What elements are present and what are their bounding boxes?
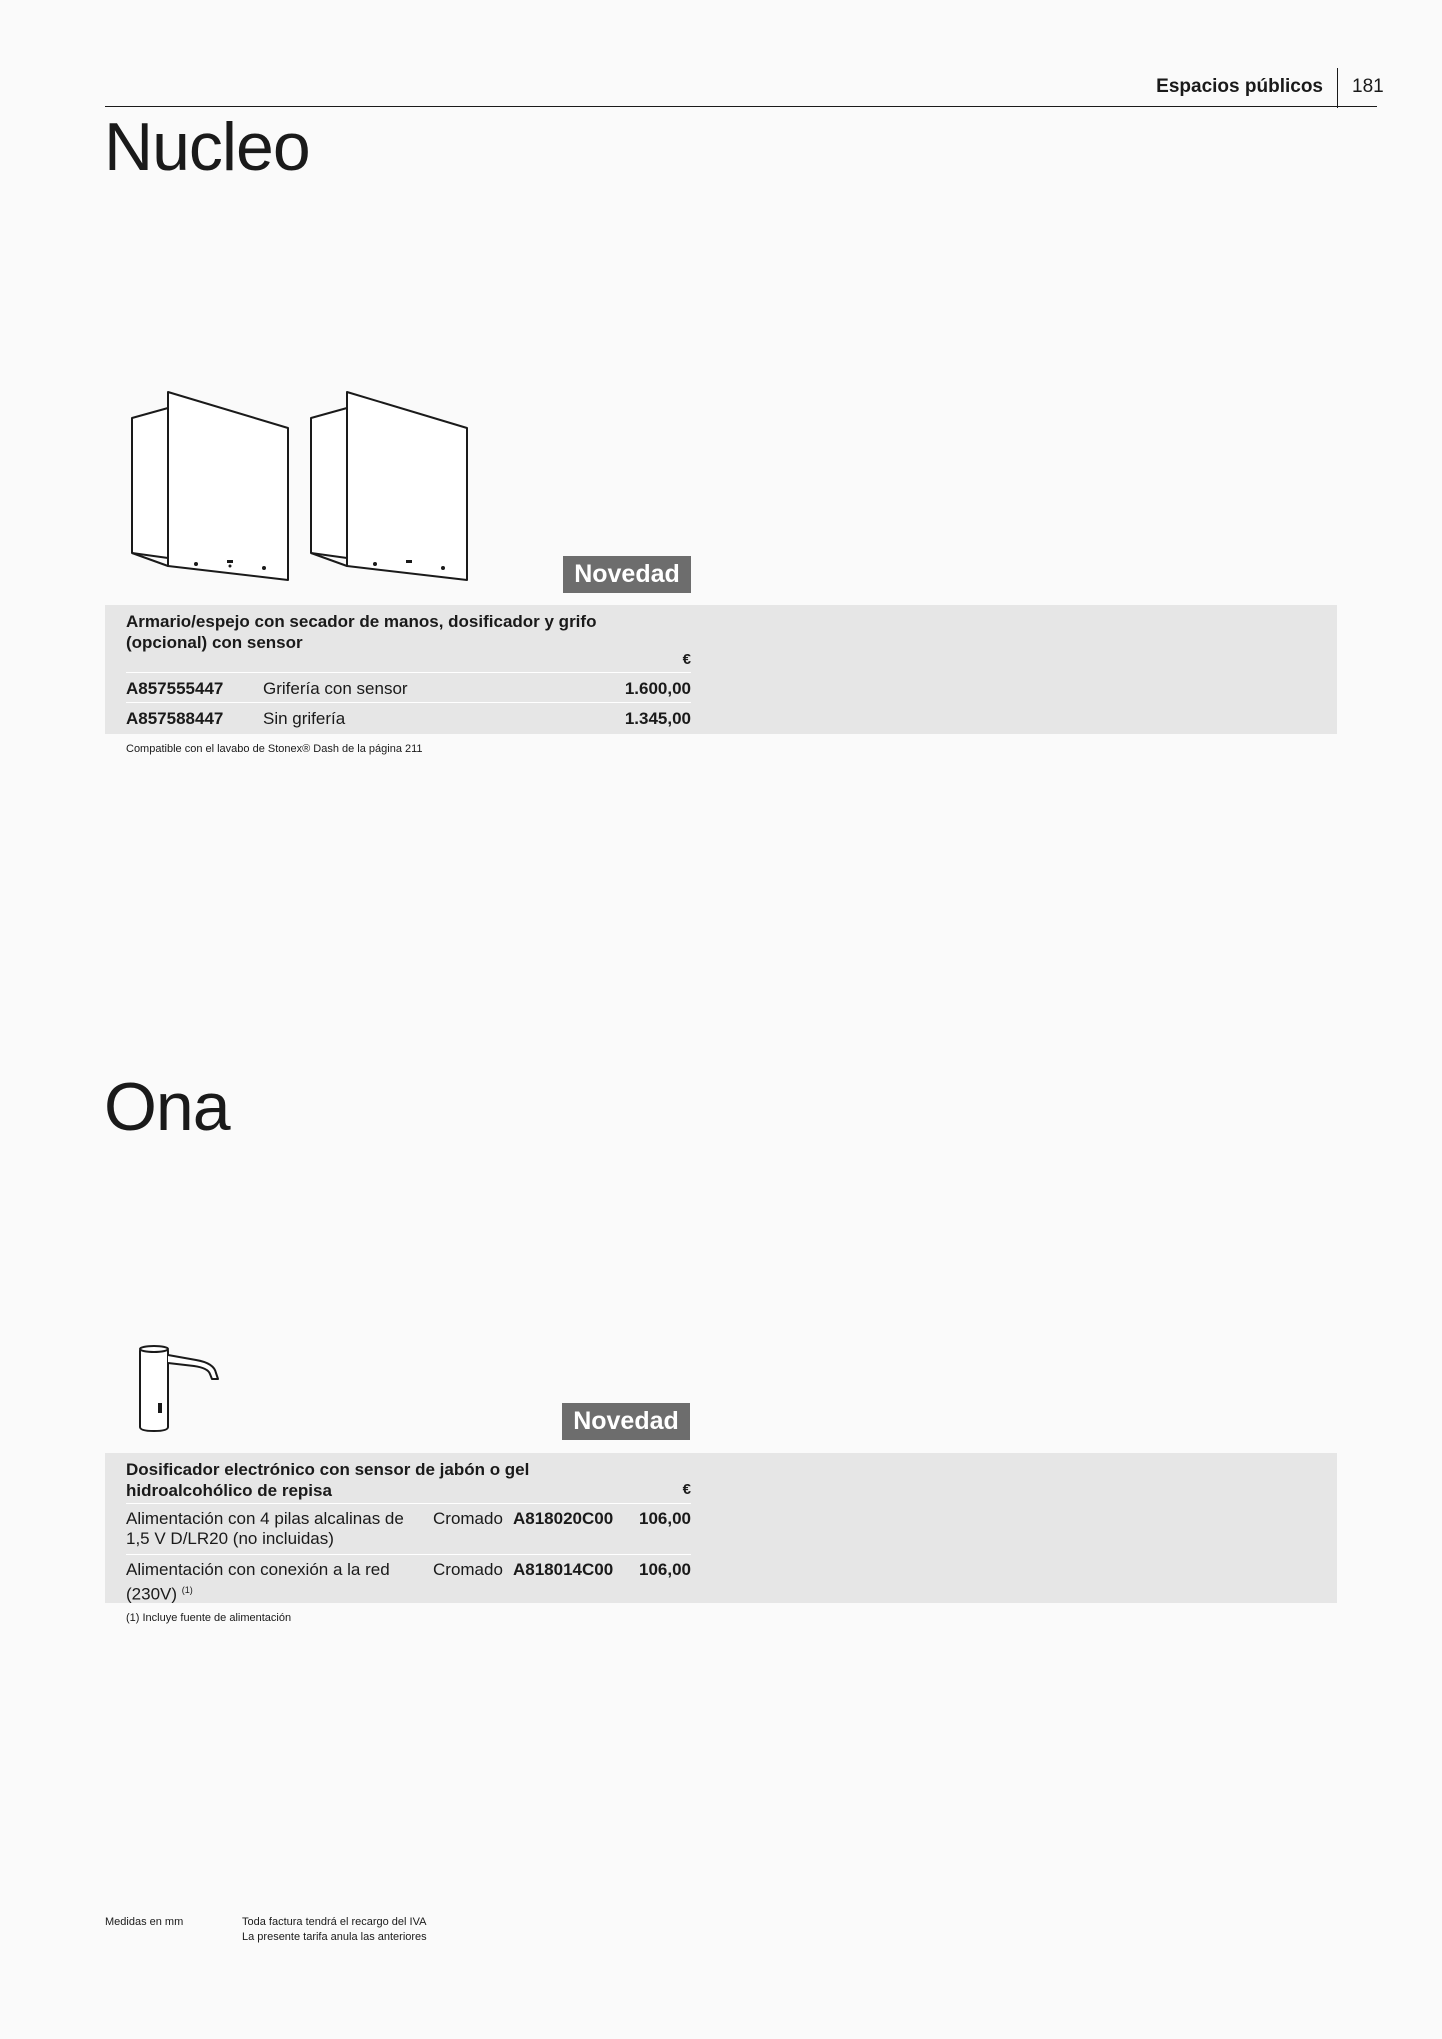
product-description: Grifería con sensor — [263, 679, 408, 698]
units-note: Medidas en mm — [105, 1916, 184, 1928]
product-description-wrap — [126, 1560, 416, 1605]
table-row — [126, 672, 691, 702]
product-code: A818020C00 — [513, 1509, 614, 1528]
product-code: A857555447 — [126, 679, 224, 698]
footnote-marker: (1) — [181, 1585, 193, 1595]
footnote: (1) Incluye fuente de alimentación — [126, 1612, 292, 1624]
product-price: 106,00 — [639, 1560, 691, 1579]
product-finish: Cromado — [433, 1560, 503, 1579]
table-row — [126, 1554, 691, 1602]
compatibility-note: Compatible con el lavabo de Stonex® Dash de la página 211 — [126, 743, 423, 755]
product-price: 106,00 — [639, 1509, 691, 1528]
product-title: Armario/espejo con secador de manos, dosificador y grifo (opcional) con sensor — [126, 612, 597, 652]
page-number: 181 — [1352, 76, 1384, 97]
footer-line: Toda factura tendrá el recargo del IVA — [242, 1916, 427, 1928]
product-code: A857588447 — [126, 709, 224, 728]
novedad-badge: Novedad — [562, 1403, 690, 1440]
novedad-badge: Novedad — [563, 556, 691, 593]
product-price: 1.345,00 — [624, 709, 691, 728]
table-row — [126, 702, 691, 732]
product-price: 1.600,00 — [624, 679, 691, 698]
product-description: Alimentación con conexión a la red (230V) — [126, 1560, 390, 1604]
table-row — [126, 1503, 691, 1554]
product-code: A818014C00 — [513, 1560, 614, 1579]
header-rule — [105, 106, 1377, 107]
footer-line: La presente tarifa anula las anteriores — [242, 1931, 427, 1943]
nucleo-title: Nucleo — [104, 109, 310, 185]
currency-label: € — [682, 1481, 691, 1498]
nucleo-price-table — [105, 605, 1337, 734]
product-finish: Cromado — [433, 1509, 503, 1528]
ona-title: Ona — [104, 1069, 230, 1145]
soap-dispenser-illustration — [134, 1343, 234, 1433]
footer-legal — [242, 1915, 427, 1945]
currency-label: € — [682, 651, 691, 668]
ona-price-table — [105, 1453, 1337, 1603]
product-title: Dosificador electrónico con sensor de jabón o gel hidroalcohólico de repisa — [126, 1460, 530, 1500]
header-divider — [1337, 68, 1338, 108]
product-description: Sin grifería — [263, 709, 346, 728]
section-title: Espacios públicos — [1156, 76, 1323, 97]
mirror-cabinet-illustration — [128, 388, 478, 588]
product-description: Alimentación con 4 pilas alcalinas de 1,5 V D/LR20 (no incluidas) — [126, 1509, 404, 1548]
